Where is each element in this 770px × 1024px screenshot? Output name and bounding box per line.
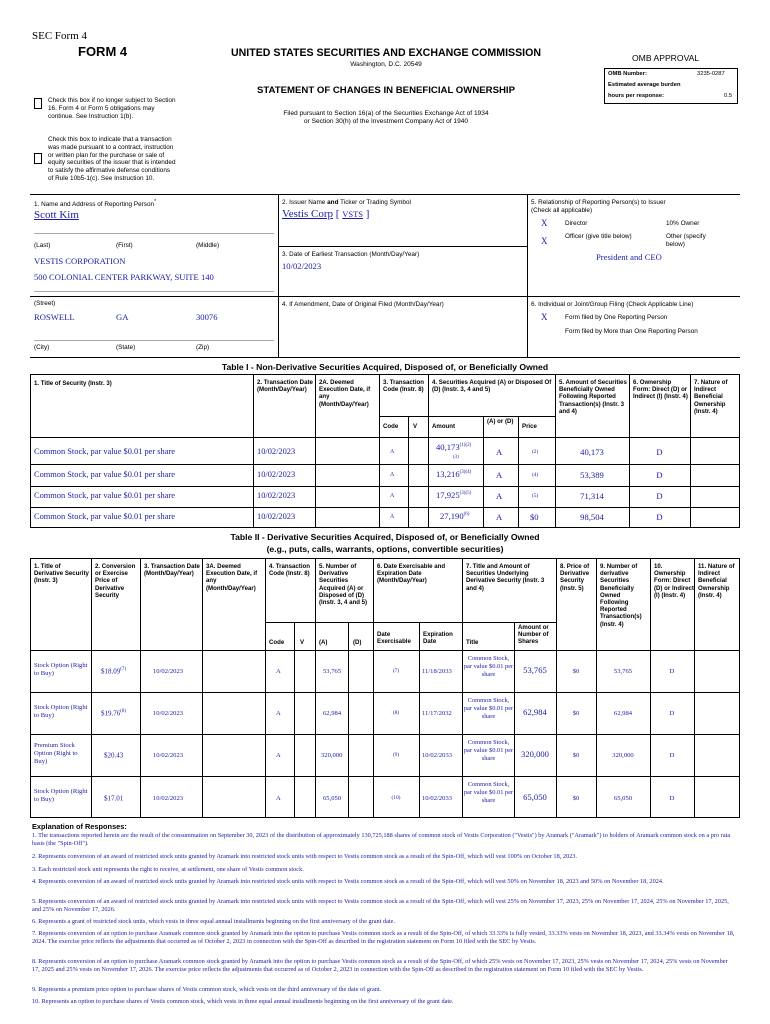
commission-title: UNITED STATES SECURITIES AND EXCHANGE COMMISSION	[231, 47, 541, 59]
box5-sublabel: (Check all applicable)	[531, 207, 593, 214]
t2-amount-shares: Amount or Number of Shares	[518, 624, 549, 646]
reporting-state: GA	[116, 312, 129, 322]
state-label: (State)	[116, 344, 136, 351]
t1-code: Code	[383, 423, 399, 430]
footnote-5: 5. Represents conversion of an award of restricted stock units granted by Aramark into restricted stock units with respect to Vestis common stock as a result of the Spin-Off, which will vest 25% on November 17, 2023, 25% on November 17, 2024, 25% on November 17, 2025, and 25% on November 17, 2026.	[32, 898, 729, 913]
footnote-9: 9. Represents a premium price option to purchase shares of Vestis common stock, which vests on the third anniversary of the date of grant.	[32, 986, 382, 993]
t2-code: Code	[269, 639, 285, 646]
last-label: (Last)	[34, 242, 51, 249]
box6-label: 6. Individual or Joint/Group Filing (Check Applicable Line)	[531, 301, 694, 308]
middle-label: (Middle)	[196, 242, 220, 249]
no-longer-subject-checkbox[interactable]	[34, 98, 42, 109]
footnote-10: 10. Represents an option to purchase shares of Vestis common stock, which vests in three equal annual installments beginning on the first anniversary of the grant date.	[32, 998, 454, 1005]
officer-title: President and CEO	[596, 252, 662, 262]
ten-pct-owner-label: 10% Owner	[666, 220, 700, 227]
no-longer-subject-label: Check this box if no longer subject to Section 16. Form 4 or Form 5 obligations may continue. See Instruction 1(b).	[48, 97, 176, 120]
reporting-city: ROSWELL	[34, 312, 75, 322]
t2-h4: 4. Transaction Code (Instr. 8)	[269, 563, 310, 578]
omb-number-label: OMB Number:	[608, 71, 647, 77]
issuer-name: Vestis Corp [ VSTS ]	[282, 208, 370, 220]
commission-city: Washington, D.C. 20549	[350, 61, 422, 68]
box4-label: 4. If Amendment, Date of Original Filed (Month/Day/Year)	[282, 301, 444, 308]
footnote-2: 2. Represents conversion of an award of restricted stock units granted by Aramark into restricted stock units with respect to Vestis common stock as a result of the Spin-Off, which will vest 100% on October 18, 2023.	[32, 853, 578, 860]
city-label: (City)	[34, 344, 50, 351]
t1-amount: Amount	[432, 423, 456, 430]
t1-h5: 5. Amount of Securities Beneficially Owned Following Reported Transaction(s) (Instr. 3 and 4)	[559, 379, 627, 415]
sec-form-label: SEC Form 4	[32, 30, 88, 42]
t2-v: V	[300, 639, 305, 646]
filed-line-2: or Section 30(h) of the Investment Company Act of 1940	[303, 118, 469, 125]
reporting-zip: 30076	[196, 312, 218, 322]
rule-10b5-label: Check this box to indicate that a transaction was made pursuant to a contract, instruction or written plan for the purchase or sale of equity securities of the issuer that is intended to satisfy the affirmative defense conditions of Rule 10b5-1(c). See Instruction 10.	[48, 136, 176, 182]
t2-d: (D)	[353, 639, 362, 646]
t1-h3: 3. Transaction Code (Instr. 8)	[383, 379, 424, 394]
footnote-6: 6. Represents a grant of restricted stock units, which vests in three equal annual installments beginning on the first anniversary of the grant date.	[32, 918, 396, 925]
form-title: FORM 4	[78, 44, 128, 59]
director-label: Director	[565, 220, 588, 227]
table2-title-1: Table II - Derivative Securities Acquired, Disposed of, or Beneficially Owned	[230, 532, 540, 542]
table1-title: Table I - Non-Derivative Securities Acquired, Disposed of, or Beneficially Owned	[221, 362, 549, 372]
statement-title: STATEMENT OF CHANGES IN BENEFICIAL OWNERSHIP	[257, 85, 515, 96]
t2-h3: 3. Transaction Date (Month/Day/Year)	[144, 563, 200, 578]
footnote-1: 1. The transactions reported herein are the result of the consummation on September 30, 2023 of the distribution of approximately 130,725,188 shares of common stock of Vestis Corporation ("Vestis") by Aramark ("Aramark") to holders of Aramark common stock on a pro rata basis (the "Spin-Off").	[32, 832, 731, 847]
omb-hours: 0.5	[724, 93, 733, 99]
director-mark[interactable]: X	[541, 218, 548, 228]
t2-h5: 5. Number of Derivative Securities Acquired (A) or Disposed of (D) (Instr. 3, 4 and 5)	[319, 563, 368, 607]
omb-title: OMB APPROVAL	[632, 53, 700, 63]
footnote-3: 3. Each restricted stock unit represents the right to receive, at settlement, one share of Vestis common stock.	[32, 866, 304, 873]
t2-h8: 8. Price of Derivative Security (Instr. 5)	[560, 563, 590, 592]
street-label: (Street)	[34, 300, 56, 307]
t2-h11: 11. Nature of Indirect Beneficial Ownership (Instr. 4)	[698, 563, 735, 599]
first-label: (First)	[116, 242, 133, 249]
reporting-company: VESTIS CORPORATION	[34, 256, 126, 266]
reporting-person-name[interactable]: Scott Kim	[34, 209, 79, 221]
t1-h6: 6. Ownership Form: Direct (D) or Indirect (I) (Instr. 4)	[633, 379, 688, 401]
box3-label: 3. Date of Earliest Transaction (Month/Day/Year)	[282, 251, 420, 258]
t2-expiration: Expiration Date	[423, 631, 453, 646]
rule-10b5-checkbox[interactable]	[34, 153, 42, 164]
one-person-mark[interactable]: X	[541, 312, 548, 322]
box5-label: 5. Relationship of Reporting Person(s) to Issuer	[531, 199, 666, 206]
t2-h9: 9. Number of derivative Securities Beneficially Owned Following Reported Transaction(s) (Instr. 4)	[600, 563, 642, 628]
t1-aord: (A) or (D)	[487, 418, 514, 425]
t2-h1: 1. Title of Derivative Security (Instr. 3)	[34, 563, 89, 585]
t1-h4: 4. Securities Acquired (A) or Disposed Of (D) (Instr. 3, 4 and 5)	[432, 379, 552, 394]
t2-title: Title	[466, 639, 479, 646]
officer-label: Officer (give title below)	[565, 233, 632, 240]
box1-label: 1. Name and Address of Reporting Person*	[34, 199, 157, 209]
t2-h2: 2. Conversion or Exercise Price of Derivative Security	[95, 563, 136, 599]
officer-mark[interactable]: X	[541, 236, 548, 246]
reporting-address: 500 COLONIAL CENTER PARKWAY, SUITE 140	[34, 272, 214, 282]
explanation-title: Explanation of Responses:	[32, 822, 127, 831]
omb-burden-label: Estimated average burden	[608, 82, 681, 88]
omb-number: 3235-0287	[697, 71, 725, 77]
zip-label: (Zip)	[196, 344, 210, 351]
t2-a: (A)	[319, 639, 328, 646]
box2-label: 2. Issuer Name and Ticker or Trading Symbol	[282, 199, 411, 206]
t1-h7: 7. Nature of Indirect Beneficial Ownership (Instr. 4)	[694, 379, 728, 415]
other-label: Other (specify below)	[666, 233, 706, 248]
t2-h7: 7. Title and Amount of Securities Underlying Derivative Security (Instr. 3 and 4)	[466, 563, 545, 592]
t2-h3a: 3A. Deemed Execution Date, if any (Month/Day/Year)	[206, 563, 258, 592]
footnote-8: 8. Represents conversion of an option to purchase Aramark common stock granted by Aramark into the option to purchase Vestis common stock as a result of the Spin-Off, of which 25% vests on November 17, 2023, 25% vests on November 17, 2024, 25% vests on November 17, 2025 and 25% vests on November 17, 2026. The exercise price reflects the adjustments that occurred as of October 2, 2023 in connection with the Spin-Off as described in the registration statement on Form 10 filed with the SEC by Vestis.	[32, 958, 728, 973]
footnote-7: 7. Represents conversion of an option to purchase Aramark common stock granted by Aramark into the option to purchase Vestis common stock as a result of the Spin-Off, of which 33.33% is fully vested, 33.33% vests on November 18, 2023, and 33.34% vests on November 18, 2024. The exercise price reflects the adjustments that occurred as of October 2, 2023 in connection with the Spin-Off as described in the registration statement on Form 10 filed with the SEC by Vestis.	[32, 930, 735, 945]
earliest-transaction-date: 10/02/2023	[282, 261, 322, 271]
t1-price: Price	[522, 423, 537, 430]
more-person-label: Form filed by More than One Reporting Person	[565, 328, 698, 335]
t1-v: V	[413, 423, 418, 430]
omb-hours-label: hours per response:	[608, 93, 665, 99]
t2-h10: 10. Ownership Form: Direct (D) or Indirect (I) (Instr. 4)	[654, 563, 694, 599]
table2-title-2: (e.g., puts, calls, warrants, options, convertible securities)	[266, 544, 504, 554]
t2-exercisable: Date Exercisable	[377, 631, 411, 646]
t2-h6: 6. Date Exercisable and Expiration Date (Month/Day/Year)	[377, 563, 446, 585]
footnote-4: 4. Represents conversion of an award of restricted stock units granted by Aramark into restricted stock units with respect to Vestis common stock as a result of the Spin-Off, which will vest 50% on November 18, 2023 and 50% on November 18, 2024.	[32, 878, 664, 885]
t1-h1: 1. Title of Security (Instr. 3)	[34, 380, 112, 387]
filed-line-1: Filed pursuant to Section 16(a) of the Securities Exchange Act of 1934	[283, 110, 489, 117]
t1-h2a: 2A. Deemed Execution Date, if any (Month/Day/Year)	[319, 379, 371, 408]
one-person-label: Form filed by One Reporting Person	[565, 314, 668, 321]
t1-h2: 2. Transaction Date (Month/Day/Year)	[257, 379, 313, 394]
